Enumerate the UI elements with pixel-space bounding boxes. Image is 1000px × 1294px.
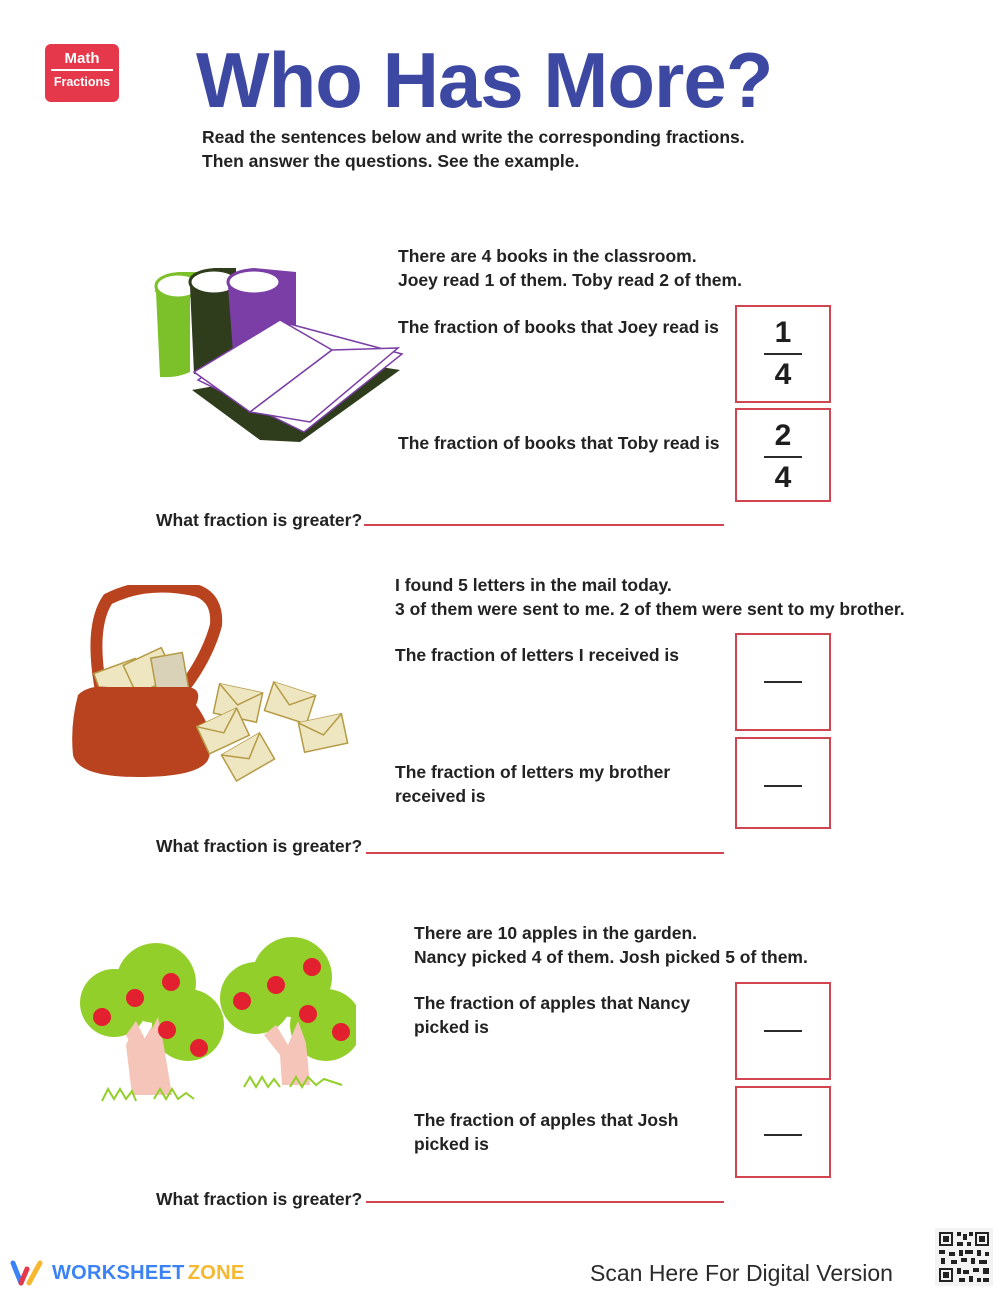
badge-divider	[51, 69, 113, 71]
statement-line: There are 4 books in the classroom.	[398, 246, 697, 266]
statement-line: I found 5 letters in the mail today.	[395, 575, 672, 595]
section-1-prompt-2: The fraction of books that Toby read is	[398, 433, 720, 453]
section-2-question: What fraction is greater?	[156, 836, 363, 856]
statement-line: 3 of them were sent to me. 2 of them were sent to my brother.	[395, 599, 905, 619]
section-1-prompt-1: The fraction of books that Joey read is	[398, 317, 719, 337]
badge-topic: Fractions	[53, 75, 111, 89]
mailbag-illustration	[68, 585, 358, 790]
page-title: Who Has More?	[196, 36, 773, 124]
statement-line: Nancy picked 4 of them. Josh picked 5 of them.	[414, 947, 808, 967]
section-2-prompt-2: The fraction of letters my brother received is	[395, 762, 671, 806]
fraction-box-joey[interactable]	[735, 305, 831, 403]
denominator: 4	[774, 358, 792, 391]
fraction-bar	[764, 456, 802, 458]
section-3-prompt-2: The fraction of apples that Josh picked is	[414, 1110, 679, 1154]
fraction-box-brother[interactable]	[735, 737, 831, 829]
subject-badge	[45, 44, 119, 102]
worksheet-zone-logo[interactable]	[10, 1258, 244, 1288]
fraction-box-toby[interactable]	[735, 408, 831, 502]
books-illustration	[150, 262, 410, 452]
fraction-bar	[764, 1030, 802, 1032]
fraction-bar	[764, 785, 802, 787]
section-3-statement	[414, 921, 808, 969]
section-1-answer-line[interactable]	[364, 524, 724, 526]
section-1-question: What fraction is greater?	[156, 510, 363, 530]
section-2-statement	[395, 573, 905, 621]
scan-prompt: Scan Here For Digital Version	[590, 1260, 893, 1286]
qr-code-icon[interactable]	[935, 1228, 993, 1286]
section-3-question: What fraction is greater?	[156, 1189, 363, 1209]
instruction-line: Read the sentences below and write the corresponding fractions.	[202, 127, 745, 147]
denominator: 4	[774, 461, 792, 494]
section-1-statement	[398, 244, 742, 292]
brand-name-part2: ZONE	[187, 1261, 245, 1284]
section-3-prompt-1: The fraction of apples that Nancy picked is	[414, 993, 691, 1037]
apple-trees-illustration	[76, 935, 356, 1110]
badge-subject: Math	[64, 50, 100, 67]
fraction-bar	[764, 353, 802, 355]
fraction-bar	[764, 1134, 802, 1136]
section-2-prompt-1: The fraction of letters I received is	[395, 645, 679, 665]
fraction-box-nancy[interactable]	[735, 982, 831, 1080]
section-3-answer-line[interactable]	[366, 1201, 724, 1203]
fraction-box-me[interactable]	[735, 633, 831, 731]
section-2-answer-line[interactable]	[366, 852, 724, 854]
brand-w-icon	[10, 1259, 46, 1287]
fraction-bar	[764, 681, 802, 683]
fraction-box-josh[interactable]	[735, 1086, 831, 1178]
statement-line: There are 10 apples in the garden.	[414, 923, 698, 943]
statement-line: Joey read 1 of them. Toby read 2 of them.	[398, 270, 742, 290]
instruction-line: Then answer the questions. See the example.	[202, 151, 580, 171]
numerator: 1	[774, 316, 792, 349]
numerator: 2	[774, 419, 792, 452]
instructions	[202, 125, 745, 173]
brand-name-part1: WORKSHEET	[52, 1261, 185, 1284]
